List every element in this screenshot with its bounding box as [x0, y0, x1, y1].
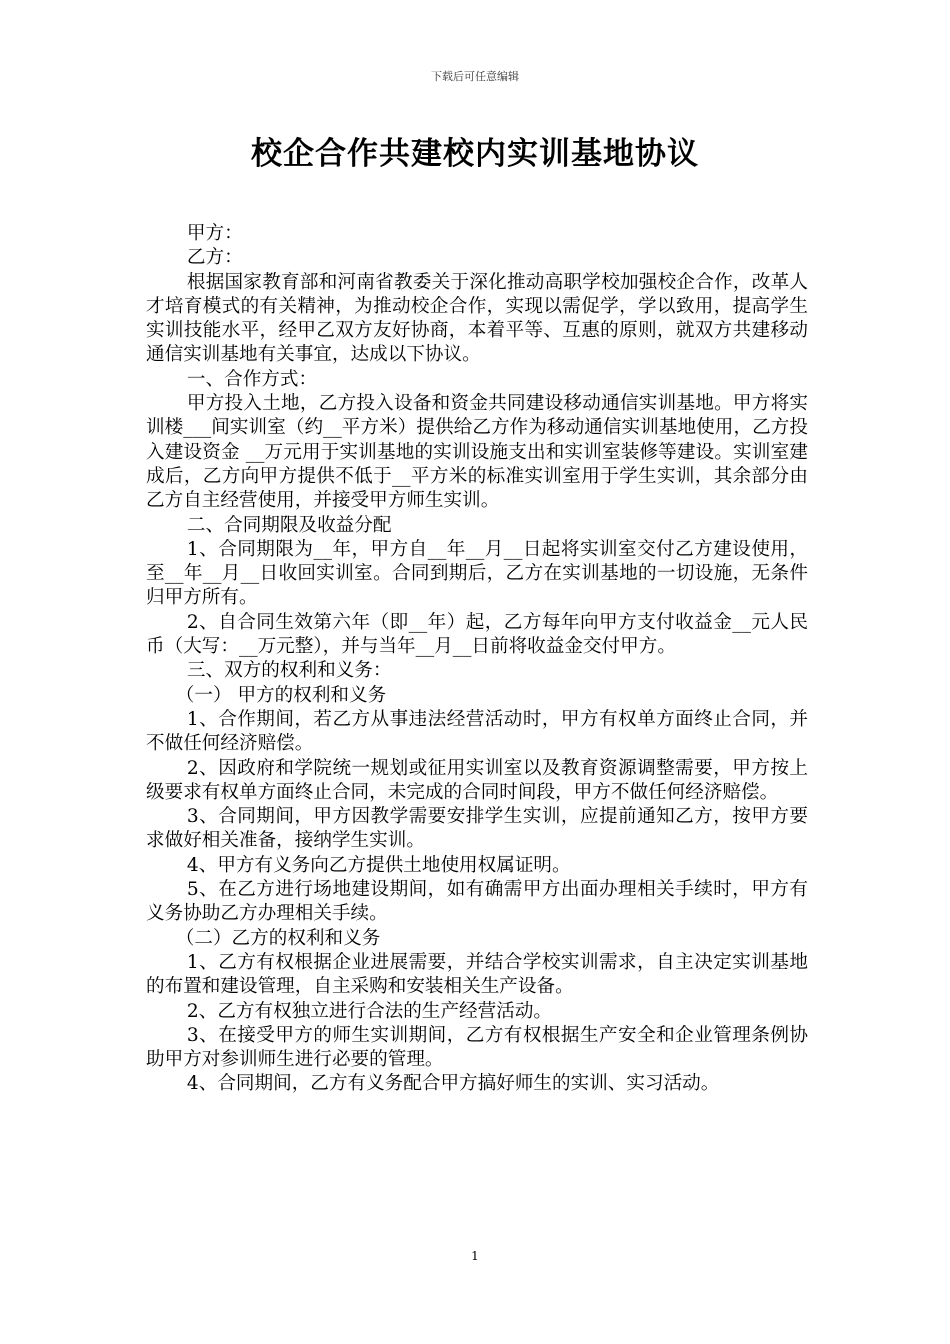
- body-paragraph: 3、合同期间，甲方因教学需要安排学生实训，应提前通知乙方，按甲方要求做好相关准备，接纳学生实训。: [146, 806, 808, 852]
- body-paragraph: 1、乙方有权根据企业进展需要，并结合学校实训需求，自主决定实训基地的布置和建设管理，自主采购和安装相关生产设备。: [146, 951, 808, 998]
- section-heading: 二、合同期限及收益分配: [186, 514, 392, 536]
- subsection-heading: （一） 甲方的权利和义务: [175, 684, 387, 706]
- document-title: 校企合作共建校内实训基地协议: [251, 136, 699, 172]
- body-paragraph: 甲方投入土地，乙方投入设备和资金共同建设移动通信实训基地。甲方将实训楼___间实训室（约__平方米）提供给乙方作为移动通信实训基地使用，乙方投入建设资金 __万元用于实训基地的实训设施支出和实训室装修等建设。实训室建成后，乙方向甲方提供不低于__平方米的标准实训室用于学生实训，其余部分由乙方自主经营使用，并接受甲方师生实训。: [146, 393, 808, 512]
- party-b-line: 乙方：: [186, 247, 243, 269]
- body-paragraph: 1、合作期间，若乙方从事违法经营活动时，甲方有权单方面终止合同，并不做任何经济赔偿。: [146, 708, 808, 755]
- document-body: [146, 222, 808, 1097]
- body-paragraph: 2、乙方有权独立进行合法的生产经营活动。: [186, 1000, 553, 1022]
- subsection-heading: （二）乙方的权利和义务: [175, 927, 381, 949]
- body-paragraph: 1、合同期限为__年，甲方自__年__月__日起将实训室交付乙方建设使用，至__年__月__日收回实训室。合同到期后，乙方在实训基地的一切设施，无条件归甲方所有。: [146, 538, 808, 609]
- section-heading: 三、双方的权利和义务：: [186, 660, 392, 682]
- page-number: 1: [471, 1249, 479, 1263]
- body-paragraph: 5、在乙方进行场地建设期间，如有确需甲方出面办理相关手续时，甲方有义务协助乙方办理相关手续。: [146, 879, 808, 925]
- header-note: 下载后可任意编辑: [431, 70, 519, 83]
- body-paragraph: 2、自合同生效第六年（即__年）起，乙方每年向甲方支付收益金__元人民币（大写：__万元整），并与当年__月__日前将收益金交付甲方。: [146, 611, 808, 658]
- preamble-paragraph: 根据国家教育部和河南省教委关于深化推动高职学校加强校企合作，改革人才培育模式的有关精神，为推动校企合作，实现以需促学，学以致用，提高学生实训技能水平，经甲乙双方友好协商，本着平等、互惠的原则，就双方共建移动通信实训基地有关事宜，达成以下协议。: [146, 271, 808, 366]
- body-paragraph: 3、在接受甲方的师生实训期间，乙方有权根据生产安全和企业管理条例协助甲方对参训师生进行必要的管理。: [146, 1024, 808, 1071]
- party-a-line: 甲方：: [186, 223, 243, 244]
- section-heading: 一、合作方式：: [186, 368, 318, 390]
- body-paragraph: 2、因政府和学院统一规划或征用实训室以及教育资源调整需要，甲方按上级要求有权单方面终止合同，未完成的合同时间段，甲方不做任何经济赔偿。: [146, 757, 808, 803]
- body-paragraph: 4、合同期间，乙方有义务配合甲方搞好师生的实训、实习活动。: [186, 1073, 720, 1095]
- body-paragraph: 4、甲方有义务向乙方提供土地使用权属证明。: [186, 854, 571, 876]
